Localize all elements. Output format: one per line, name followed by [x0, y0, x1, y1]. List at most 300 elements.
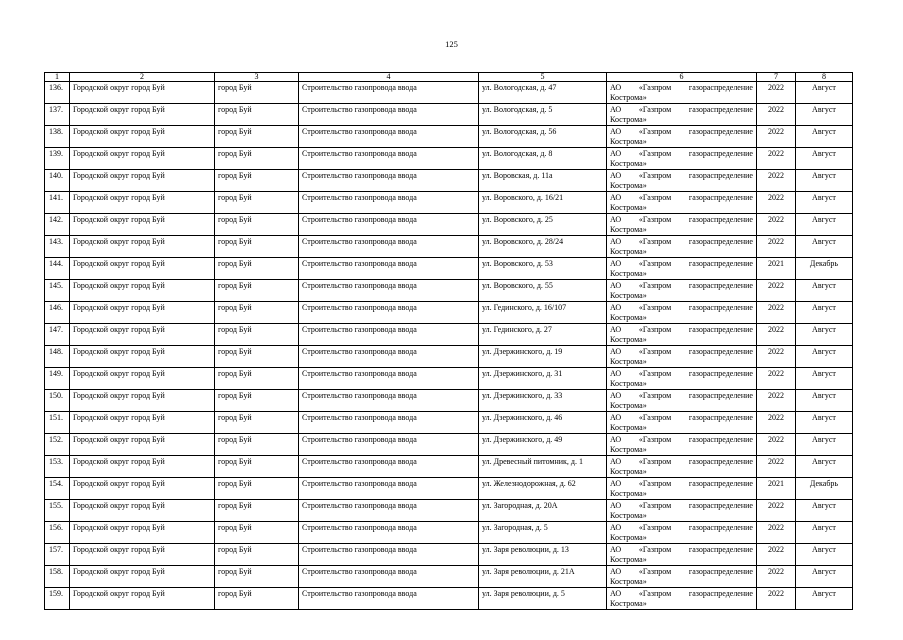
- organization-cell: [607, 566, 757, 588]
- organization-part: АО: [610, 237, 622, 246]
- address-cell: ул. Воровского, д. 25: [479, 214, 607, 236]
- address-cell: ул. Гединского, д. 27: [479, 324, 607, 346]
- organization-line-1: [610, 281, 753, 291]
- organization-part: «Газпром: [638, 435, 672, 444]
- town-cell: город Буй: [215, 390, 299, 412]
- organization-part: АО: [610, 435, 622, 444]
- town-cell: город Буй: [215, 522, 299, 544]
- organization-part: АО: [610, 545, 622, 554]
- year-cell: 2022: [757, 214, 796, 236]
- address-cell: ул. Заря революции, д. 13: [479, 544, 607, 566]
- organization-line-2: Кострома»: [610, 290, 647, 300]
- page-number: 125: [445, 39, 458, 49]
- organization-cell: [607, 258, 757, 280]
- row-number: 141.: [45, 192, 70, 214]
- town-cell: город Буй: [215, 280, 299, 302]
- row-number: 136.: [45, 82, 70, 104]
- table-row: [45, 302, 853, 324]
- year-cell: 2022: [757, 412, 796, 434]
- work-cell: Строительство газопровода ввода: [299, 544, 479, 566]
- organization-part: АО: [610, 347, 622, 356]
- year-cell: 2022: [757, 82, 796, 104]
- row-number: 143.: [45, 236, 70, 258]
- organization-line-1: [610, 501, 753, 511]
- work-cell: Строительство газопровода ввода: [299, 258, 479, 280]
- work-cell: Строительство газопровода ввода: [299, 588, 479, 610]
- month-cell: Август: [796, 346, 853, 368]
- district-cell: Городской округ город Буй: [70, 148, 215, 170]
- organization-part: «Газпром: [638, 259, 672, 268]
- town-cell: город Буй: [215, 434, 299, 456]
- table-row: [45, 280, 853, 302]
- organization-part: АО: [610, 193, 622, 202]
- work-cell: Строительство газопровода ввода: [299, 192, 479, 214]
- organization-line-2: Кострома»: [610, 378, 647, 388]
- address-cell: ул. Дзержинского, д. 33: [479, 390, 607, 412]
- organization-part: «Газпром: [638, 347, 672, 356]
- organization-cell: [607, 346, 757, 368]
- town-cell: город Буй: [215, 368, 299, 390]
- table-row: [45, 258, 853, 280]
- organization-part: «Газпром: [638, 281, 672, 290]
- address-cell: ул. Воровская, д. 11а: [479, 170, 607, 192]
- town-cell: город Буй: [215, 258, 299, 280]
- town-cell: город Буй: [215, 478, 299, 500]
- row-number: 147.: [45, 324, 70, 346]
- organization-line-1: [610, 105, 753, 115]
- table-row: [45, 390, 853, 412]
- district-cell: Городской округ город Буй: [70, 544, 215, 566]
- organization-cell: [607, 522, 757, 544]
- organization-line-2: Кострома»: [610, 268, 647, 278]
- organization-line-1: [610, 303, 753, 313]
- month-cell: Август: [796, 236, 853, 258]
- work-cell: Строительство газопровода ввода: [299, 390, 479, 412]
- organization-line-1: [610, 237, 753, 247]
- organization-cell: [607, 544, 757, 566]
- organization-line-2: Кострома»: [610, 532, 647, 542]
- month-cell: Август: [796, 368, 853, 390]
- organization-line-1: [610, 457, 753, 467]
- row-number: 145.: [45, 280, 70, 302]
- year-cell: 2022: [757, 500, 796, 522]
- organization-part: газораспределение: [688, 281, 753, 290]
- organization-part: газораспределение: [688, 479, 753, 488]
- organization-cell: [607, 456, 757, 478]
- organization-part: газораспределение: [688, 545, 753, 554]
- organization-line-1: [610, 171, 753, 181]
- organization-line-1: [610, 523, 753, 533]
- organization-cell: [607, 170, 757, 192]
- address-cell: ул. Гединского, д. 16/107: [479, 302, 607, 324]
- organization-line-2: Кострома»: [610, 510, 647, 520]
- work-cell: Строительство газопровода ввода: [299, 148, 479, 170]
- month-cell: Август: [796, 82, 853, 104]
- town-cell: город Буй: [215, 126, 299, 148]
- work-cell: Строительство газопровода ввода: [299, 522, 479, 544]
- organization-part: АО: [610, 325, 622, 334]
- row-number: 157.: [45, 544, 70, 566]
- month-cell: Август: [796, 544, 853, 566]
- organization-part: газораспределение: [688, 501, 753, 510]
- table-row: [45, 434, 853, 456]
- row-number: 156.: [45, 522, 70, 544]
- address-cell: ул. Вологодская, д. 56: [479, 126, 607, 148]
- table-row: [45, 456, 853, 478]
- town-cell: город Буй: [215, 104, 299, 126]
- organization-part: АО: [610, 391, 622, 400]
- header-cell: 6: [607, 73, 757, 82]
- month-cell: Август: [796, 280, 853, 302]
- organization-line-1: [610, 413, 753, 423]
- organization-part: газораспределение: [688, 325, 753, 334]
- organization-part: АО: [610, 215, 622, 224]
- organization-cell: [607, 82, 757, 104]
- work-cell: Строительство газопровода ввода: [299, 214, 479, 236]
- organization-part: газораспределение: [688, 435, 753, 444]
- organization-part: газораспределение: [688, 391, 753, 400]
- organization-line-2: Кострома»: [610, 356, 647, 366]
- organization-part: АО: [610, 589, 622, 598]
- organization-part: газораспределение: [688, 457, 753, 466]
- table-row: [45, 588, 853, 610]
- organization-part: газораспределение: [688, 567, 753, 576]
- organization-part: АО: [610, 567, 622, 576]
- organization-cell: [607, 368, 757, 390]
- row-number: 138.: [45, 126, 70, 148]
- month-cell: Август: [796, 170, 853, 192]
- year-cell: 2022: [757, 324, 796, 346]
- month-cell: Декабрь: [796, 258, 853, 280]
- header-cell: 5: [479, 73, 607, 82]
- organization-part: «Газпром: [638, 589, 672, 598]
- organization-part: «Газпром: [638, 457, 672, 466]
- month-cell: Декабрь: [796, 478, 853, 500]
- organization-part: АО: [610, 281, 622, 290]
- header-cell: 8: [796, 73, 853, 82]
- address-cell: ул. Воровского, д. 28/24: [479, 236, 607, 258]
- organization-part: газораспределение: [688, 105, 753, 114]
- district-cell: Городской округ город Буй: [70, 302, 215, 324]
- town-cell: город Буй: [215, 588, 299, 610]
- organization-part: АО: [610, 105, 622, 114]
- organization-cell: [607, 192, 757, 214]
- district-cell: Городской округ город Буй: [70, 346, 215, 368]
- organization-part: газораспределение: [688, 369, 753, 378]
- table-row: [45, 104, 853, 126]
- organization-line-1: [610, 347, 753, 357]
- organization-line-1: [610, 567, 753, 577]
- organization-part: газораспределение: [688, 347, 753, 356]
- organization-part: «Газпром: [638, 479, 672, 488]
- organization-part: АО: [610, 171, 622, 180]
- town-cell: город Буй: [215, 170, 299, 192]
- organization-part: АО: [610, 501, 622, 510]
- district-cell: Городской округ город Буй: [70, 170, 215, 192]
- organization-part: «Газпром: [638, 567, 672, 576]
- month-cell: Август: [796, 522, 853, 544]
- row-number: 154.: [45, 478, 70, 500]
- organization-part: «Газпром: [638, 501, 672, 510]
- year-cell: 2022: [757, 236, 796, 258]
- organization-part: АО: [610, 149, 622, 158]
- year-cell: 2022: [757, 368, 796, 390]
- address-cell: ул. Вологодская, д. 8: [479, 148, 607, 170]
- year-cell: 2022: [757, 434, 796, 456]
- organization-line-1: [610, 545, 753, 555]
- address-cell: ул. Дзержинского, д. 49: [479, 434, 607, 456]
- organization-part: «Газпром: [638, 83, 672, 92]
- district-cell: Городской округ город Буй: [70, 214, 215, 236]
- organization-part: АО: [610, 369, 622, 378]
- row-number: 142.: [45, 214, 70, 236]
- month-cell: Август: [796, 390, 853, 412]
- table-row: [45, 170, 853, 192]
- town-cell: город Буй: [215, 456, 299, 478]
- organization-line-1: [610, 259, 753, 269]
- district-cell: Городской округ город Буй: [70, 126, 215, 148]
- year-cell: 2022: [757, 280, 796, 302]
- district-cell: Городской округ город Буй: [70, 456, 215, 478]
- address-cell: ул. Древесный питомник, д. 1: [479, 456, 607, 478]
- district-cell: Городской округ город Буй: [70, 280, 215, 302]
- district-cell: Городской округ город Буй: [70, 522, 215, 544]
- month-cell: Август: [796, 148, 853, 170]
- row-number: 149.: [45, 368, 70, 390]
- work-cell: Строительство газопровода ввода: [299, 236, 479, 258]
- district-cell: Городской округ город Буй: [70, 324, 215, 346]
- month-cell: Август: [796, 324, 853, 346]
- table-row: [45, 522, 853, 544]
- year-cell: 2022: [757, 390, 796, 412]
- organization-part: АО: [610, 479, 622, 488]
- year-cell: 2022: [757, 192, 796, 214]
- table-row: [45, 478, 853, 500]
- month-cell: Август: [796, 302, 853, 324]
- district-cell: Городской округ город Буй: [70, 412, 215, 434]
- organization-part: «Газпром: [638, 523, 672, 532]
- organization-line-1: [610, 325, 753, 335]
- row-number: 151.: [45, 412, 70, 434]
- work-cell: Строительство газопровода ввода: [299, 324, 479, 346]
- work-cell: Строительство газопровода ввода: [299, 368, 479, 390]
- work-cell: Строительство газопровода ввода: [299, 280, 479, 302]
- header-cell: 4: [299, 73, 479, 82]
- district-cell: Городской округ город Буй: [70, 104, 215, 126]
- address-cell: ул. Дзержинского, д. 46: [479, 412, 607, 434]
- year-cell: 2022: [757, 522, 796, 544]
- organization-line-1: [610, 589, 753, 599]
- row-number: 158.: [45, 566, 70, 588]
- organization-line-1: [610, 215, 753, 225]
- address-cell: ул. Вологодская, д. 47: [479, 82, 607, 104]
- organization-part: газораспределение: [688, 589, 753, 598]
- organization-cell: [607, 478, 757, 500]
- organization-cell: [607, 500, 757, 522]
- organization-cell: [607, 280, 757, 302]
- table-row: [45, 126, 853, 148]
- work-cell: Строительство газопровода ввода: [299, 170, 479, 192]
- district-cell: Городской округ город Буй: [70, 434, 215, 456]
- town-cell: город Буй: [215, 412, 299, 434]
- organization-part: «Газпром: [638, 127, 672, 136]
- month-cell: Август: [796, 434, 853, 456]
- header-row: [45, 73, 853, 82]
- address-cell: ул. Загородная, д. 5: [479, 522, 607, 544]
- address-cell: ул. Железнодорожная, д. 62: [479, 478, 607, 500]
- row-number: 148.: [45, 346, 70, 368]
- year-cell: 2022: [757, 544, 796, 566]
- district-cell: Городской округ город Буй: [70, 478, 215, 500]
- organization-line-1: [610, 193, 753, 203]
- month-cell: Август: [796, 412, 853, 434]
- organization-line-2: Кострома»: [610, 312, 647, 322]
- town-cell: город Буй: [215, 346, 299, 368]
- address-cell: ул. Воровского, д. 55: [479, 280, 607, 302]
- work-cell: Строительство газопровода ввода: [299, 434, 479, 456]
- table-row: [45, 148, 853, 170]
- organization-line-2: Кострома»: [610, 114, 647, 124]
- row-number: 150.: [45, 390, 70, 412]
- organization-line-2: Кострома»: [610, 224, 647, 234]
- work-cell: Строительство газопровода ввода: [299, 82, 479, 104]
- organization-line-2: Кострома»: [610, 488, 647, 498]
- work-cell: Строительство газопровода ввода: [299, 126, 479, 148]
- table-row: [45, 368, 853, 390]
- address-cell: ул. Загородная, д. 20А: [479, 500, 607, 522]
- row-number: 144.: [45, 258, 70, 280]
- table-row: [45, 214, 853, 236]
- month-cell: Август: [796, 500, 853, 522]
- organization-line-2: Кострома»: [610, 598, 647, 608]
- address-cell: ул. Воровского, д. 16/21: [479, 192, 607, 214]
- work-cell: Строительство газопровода ввода: [299, 346, 479, 368]
- table-row: [45, 192, 853, 214]
- organization-part: «Газпром: [638, 215, 672, 224]
- district-cell: Городской округ город Буй: [70, 588, 215, 610]
- district-cell: Городской округ город Буй: [70, 258, 215, 280]
- organization-part: газораспределение: [688, 523, 753, 532]
- header-cell: 2: [70, 73, 215, 82]
- organization-part: «Газпром: [638, 237, 672, 246]
- organization-part: АО: [610, 303, 622, 312]
- town-cell: город Буй: [215, 544, 299, 566]
- organization-part: «Газпром: [638, 413, 672, 422]
- organization-part: «Газпром: [638, 369, 672, 378]
- organization-part: газораспределение: [688, 259, 753, 268]
- organization-line-1: [610, 479, 753, 489]
- district-cell: Городской округ город Буй: [70, 390, 215, 412]
- month-cell: Август: [796, 126, 853, 148]
- town-cell: город Буй: [215, 324, 299, 346]
- table-row: [45, 500, 853, 522]
- month-cell: Август: [796, 214, 853, 236]
- year-cell: 2021: [757, 258, 796, 280]
- row-number: 155.: [45, 500, 70, 522]
- organization-cell: [607, 434, 757, 456]
- table-row: [45, 346, 853, 368]
- organization-part: «Газпром: [638, 193, 672, 202]
- month-cell: Август: [796, 588, 853, 610]
- row-number: 153.: [45, 456, 70, 478]
- organization-part: газораспределение: [688, 127, 753, 136]
- organization-line-1: [610, 435, 753, 445]
- organization-part: газораспределение: [688, 303, 753, 312]
- table-row: [45, 324, 853, 346]
- organization-cell: [607, 412, 757, 434]
- year-cell: 2022: [757, 346, 796, 368]
- organization-line-2: Кострома»: [610, 400, 647, 410]
- month-cell: Август: [796, 192, 853, 214]
- organization-part: АО: [610, 413, 622, 422]
- organization-line-1: [610, 83, 753, 93]
- organization-part: «Газпром: [638, 391, 672, 400]
- district-cell: Городской округ город Буй: [70, 368, 215, 390]
- organization-part: «Газпром: [638, 149, 672, 158]
- address-cell: ул. Дзержинского, д. 19: [479, 346, 607, 368]
- row-number: 139.: [45, 148, 70, 170]
- town-cell: город Буй: [215, 500, 299, 522]
- organization-cell: [607, 324, 757, 346]
- work-cell: Строительство газопровода ввода: [299, 412, 479, 434]
- work-cell: Строительство газопровода ввода: [299, 500, 479, 522]
- organization-part: газораспределение: [688, 83, 753, 92]
- organization-part: АО: [610, 127, 622, 136]
- organization-line-2: Кострома»: [610, 202, 647, 212]
- town-cell: город Буй: [215, 236, 299, 258]
- year-cell: 2022: [757, 302, 796, 324]
- year-cell: 2021: [757, 478, 796, 500]
- organization-cell: [607, 390, 757, 412]
- organization-part: «Газпром: [638, 545, 672, 554]
- header-cell: 7: [757, 73, 796, 82]
- table-row: [45, 544, 853, 566]
- organization-line-1: [610, 391, 753, 401]
- district-cell: Городской округ город Буй: [70, 566, 215, 588]
- organization-part: газораспределение: [688, 171, 753, 180]
- organization-line-2: Кострома»: [610, 136, 647, 146]
- organization-line-2: Кострома»: [610, 466, 647, 476]
- table-row: [45, 412, 853, 434]
- organization-line-2: Кострома»: [610, 246, 647, 256]
- organization-line-2: Кострома»: [610, 158, 647, 168]
- work-cell: Строительство газопровода ввода: [299, 566, 479, 588]
- organization-cell: [607, 236, 757, 258]
- district-cell: Городской округ город Буй: [70, 500, 215, 522]
- organization-part: «Газпром: [638, 325, 672, 334]
- district-cell: Городской округ город Буй: [70, 236, 215, 258]
- organization-part: «Газпром: [638, 171, 672, 180]
- year-cell: 2022: [757, 104, 796, 126]
- organization-part: АО: [610, 523, 622, 532]
- organization-part: газораспределение: [688, 413, 753, 422]
- work-cell: Строительство газопровода ввода: [299, 478, 479, 500]
- organization-line-1: [610, 369, 753, 379]
- town-cell: город Буй: [215, 192, 299, 214]
- row-number: 140.: [45, 170, 70, 192]
- address-cell: ул. Вологодская, д. 5: [479, 104, 607, 126]
- table-row: [45, 236, 853, 258]
- organization-part: «Газпром: [638, 303, 672, 312]
- organization-part: газораспределение: [688, 237, 753, 246]
- row-number: 159.: [45, 588, 70, 610]
- gas-works-table: [44, 72, 853, 610]
- organization-part: АО: [610, 83, 622, 92]
- organization-line-2: Кострома»: [610, 180, 647, 190]
- work-cell: Строительство газопровода ввода: [299, 456, 479, 478]
- year-cell: 2022: [757, 170, 796, 192]
- address-cell: ул. Дзержинского, д. 31: [479, 368, 607, 390]
